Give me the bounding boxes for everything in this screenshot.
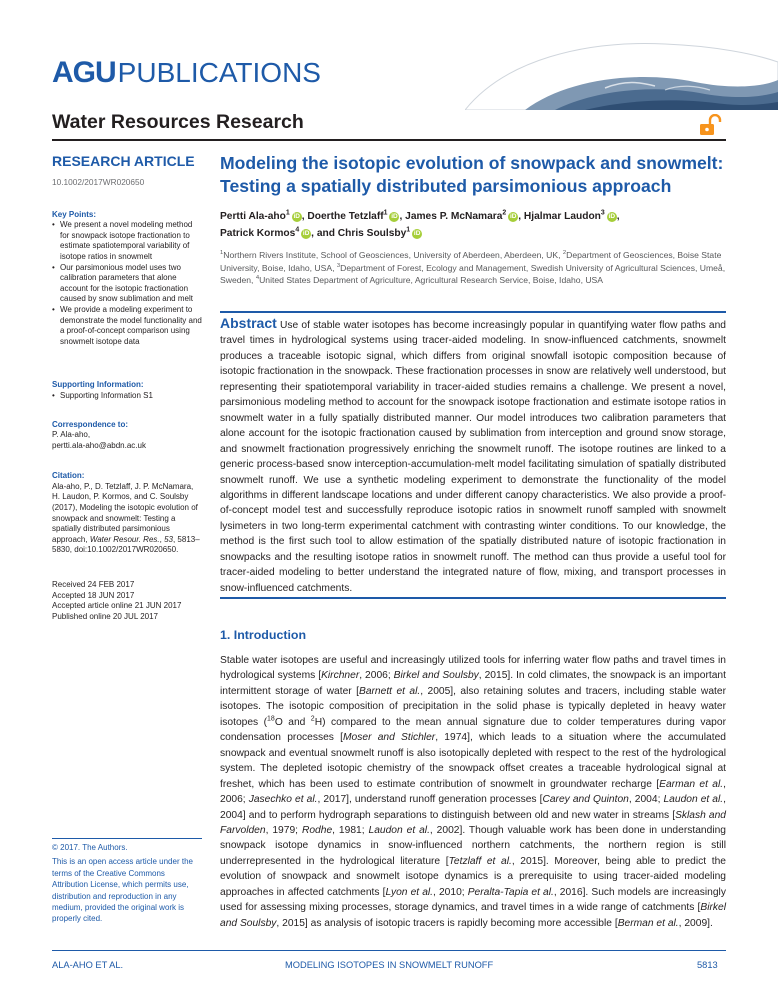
key-points-list [52,220,202,347]
logo-agu-text: AGU [52,56,116,89]
agu-publications-logo [52,56,321,90]
citation-reference[interactable]: Jasechko et al. [248,794,318,806]
abstract-bottom-rule [220,597,726,599]
orcid-icon[interactable]: iD [293,213,300,220]
introduction-heading: 1. Introduction [220,628,307,642]
supporting-info-heading: Supporting Information: [52,380,144,390]
correspondence-heading: Correspondence to: [52,419,129,429]
article-dates [52,580,202,622]
key-points-heading: Key Points: [52,209,97,219]
citation-reference[interactable]: Tetzlaff et al. [448,855,512,867]
citation-reference[interactable]: Rodhe [301,824,333,836]
affiliation-text: Northern Rivers Institute, School of Geosciences, University of Aberdeen, Aberdeen, UK, [223,250,563,260]
date-published: Published online 20 JUL 2017 [52,611,159,621]
supporting-info-list [52,391,202,402]
abstract-top-rule [220,311,726,313]
header-divider [52,139,726,141]
citation-reference[interactable]: Carey and Quinton [542,794,629,806]
date-accepted: Accepted 18 JUN 2017 [52,590,135,600]
orcid-icon[interactable]: iD [608,213,616,220]
author-affiliation-number: 3 [600,209,605,217]
author-name: Doerthe Tetzlaff [307,211,384,222]
list-item: • We present a novel modeling method for snowpack isotope fractionation to estimate spatiotemporal variability of isotope ratios in snowmelt [52,220,202,262]
author-affiliation-number: 2 [502,209,507,217]
citation-reference[interactable]: Lyon et al. [385,886,434,898]
citation-reference[interactable]: Birkel and Soulsby [393,670,479,682]
author-list: Pertti Ala-aho$^1$ iD , Doerthe Tetzlaff$^1$ iD , James P. McNamara$^2$ iD , Hjalmar Laudon$^3$ iD , Patrick Kormos$^4$ iD , and Chris Soulsby$^1$ iD [220,209,620,239]
correspondence-name: P. Ala-aho, [52,430,91,440]
author-name: Pertti Ala-aho [220,211,286,222]
citation-heading: Citation: [52,471,85,481]
author-name: Patrick Kormos [220,228,296,239]
supporting-info-link[interactable]: • Supporting Information S1 [52,391,202,402]
journal-title: Water Resources Research [52,111,304,133]
article-type: RESEARCH ARTICLE [52,153,195,169]
abstract [220,316,726,596]
affiliation-text: Department of Geosciences, Boise State University, Boise, Idaho, USA, [220,250,722,273]
citation-reference[interactable]: Birkel and Soulsby [220,902,726,929]
author-name: Chris Soulsby [337,228,407,239]
article-title: Modeling the isotopic evolution of snowpack and snowmelt: Testing a spatially distributed parsimonious approach [220,153,724,196]
date-accepted-online: Accepted article online 21 JUN 2017 [52,601,182,611]
ocean-wave-banner-image [465,40,778,110]
orcid-icon[interactable]: iD [391,213,398,220]
abstract-text: Use of stable water isotopes has become increasingly popular in quantifying water flow paths and travel times in hydrological systems using tracer-aided modeling. In snow-influenced catchments, snowmelt produces a traceable isotopic signal, which differs from original snowfall isotopic composition because of isotopic fractionation in the snowpack. These fractionation processes in snow are relatively well understood, but representing their spatiotemporal variability in tracer-aided studies remains a challenge. We present a novel, parsimonious modeling method to account for the snowpack isotope fractionation and estimate isotope ratios in snowmelt water in a fully spatially distributed manner. Our model introduces two calibration parameters that alone account for the isotopic fractionation caused by sublimation from interception and ground snow storage, and snowmelt fractionation progressively enriching the snowmelt runoff. The isotope routines are linked to a generic process-based snow interception-accumulation-melt model facilitating simulation of spatially distributed snowmelt runoff. We use a synthetic modeling experiment to demonstrate the functionality of the model algorithms in different landscape locations and under different canopy characteristics. We also provide a proof-of-concept model test and successfully reproduce isotopic ratios in snowmelt runoff sampled with snowmelt lysimeters in two long-term experimental catchment with contrasting winter conditions. To our knowledge, the method is the first such tool to allow estimation of the spatially distributed nature of isotopic fractionation in snowpacks and the resulting isotope ratios in snowmelt runoff. The method can thus provide a useful tool for tracer-aided modeling to better understand the integrated nature of flow, mixing, and transport processes in snow-influenced catchments. [220,320,726,594]
citation-reference[interactable]: Laudon et al. [663,794,724,806]
footer-running-title: MODELING ISOTOPES IN SNOWMELT RUNOFF [285,960,494,970]
list-item: • Our parsimonious model uses two calibration parameters that alone account for the isotopic fractionation caused by snow sublimation and melt [52,263,202,305]
open-access-lock-icon [698,114,722,136]
orcid-icon[interactable]: iD [302,230,310,237]
affiliations: $^1$Northern Rivers Institute, School of Geosciences, University of Aberdeen, Aberdeen, UK, $^2$Department of Geosciences, Boise State University, Boise, Idaho, USA, $^3$Department of Forest, Ecology and Management, Swedish University of Agricultural Sciences, Umeå, Sweden, $^4$United States Department of Agriculture, Agricultural Research Service, Boise, Idaho, USA [220,250,726,285]
citation-reference[interactable]: Moser and Stichler [343,732,436,744]
citation-reference[interactable]: Sklash and Farvolden [220,809,726,836]
affiliation-text: Department of Forest, Ecology and Management, Swedish University of Agricultural Sciences, Umeå, Sweden, [220,262,726,285]
author-name: James P. McNamara [405,211,503,222]
license-divider [52,838,202,839]
author-affiliation-number: 1 [285,209,290,217]
logo-publications-text: PUBLICATIONS [117,57,321,88]
footer-divider [52,950,726,951]
affiliation-text: United States Department of Agriculture, Agricultural Research Service, Boise, Idaho, USA [259,275,604,285]
citation-reference[interactable]: Kirchner [321,670,360,682]
left-sidebar [52,152,202,622]
license-box [52,838,202,925]
article-header [220,152,726,287]
citation-text: Ala-aho, P., D. Tetzlaff, J. P. McNamara, H. Laudon, P. Kormos, and C. Soulsby (2017), Modeling the isotopic evolution of snowpack and snowmelt: Testing a spatially distributed parsimonious approach, Water Resour. Res., 53, 5813–5830, doi:10.1002/2017WR020650. [52,481,200,555]
citation-reference[interactable]: Peralta-Tapia et al. [467,886,554,898]
orcid-icon[interactable]: iD [510,213,517,220]
orcid-icon[interactable]: iD [413,230,421,237]
abstract-label: Abstract [220,315,277,331]
citation-reference[interactable]: Berman et al. [617,917,679,929]
citation-reference[interactable]: Barnett et al. [358,685,421,697]
author-affiliation-number: 4 [295,226,300,234]
page-number: 5813 [697,960,718,970]
citation-reference[interactable]: Earman et al. [659,778,724,790]
author-affiliation-number: 1 [383,209,388,217]
license-text[interactable]: This is an open access article under the terms of the Creative Commons Attribution License, which permits use, distribution and reproduction in any medium, provided the original work is properly cited. [52,857,193,924]
list-item: • We provide a modeling experiment to demonstrate the model functionality and a proof-of-concept comparison using snowmelt isotope data [52,305,202,347]
citation-reference[interactable]: Laudon et al. [368,824,430,836]
correspondence-email[interactable]: pertti.ala-aho@abdn.ac.uk [52,440,146,450]
copyright: © 2017. The Authors. [52,843,128,852]
footer-authors: ALA-AHO ET AL. [52,960,124,970]
date-received: Received 24 FEB 2017 [52,580,135,590]
doi[interactable]: 10.1002/2017WR020650 [52,177,145,187]
author-affiliation-number: 1 [406,226,411,234]
introduction-paragraph: Stable water isotopes are useful and increasingly utilized tools for inferring water flow paths and travel times in hydrological systems [Kirchner, 2006; Birkel and Soulsby, 2015]. In cold climates, the snowpack is an important intermittent storage of water [Barnett et al., 2005], also retaining solutes and tracers, including stable water isotopes. The isotopic composition of precipitation in the solid phase is typically depleted in heavy water isotopes ($^{18}$O and $^2$H) compared to the mean annual signature due to colder temperatures during vapor condensation processes [Moser and Stichler, 1974], which leads to a situation where the accumulated snowpack and eventual snowmelt runoff is also isotopically depleted with respect to the rest of the hydrological system. The depleted isotopic chemistry of the snowpack offset creates a traceable hydrological signal at freshet, which has been used to estimate contribution of snowmelt in groundwater recharge [Earman et al., 2006; Jasechko et al., 2017], understand runoff generation processes [Carey and Quinton, 2004; Laudon et al., 2004] and to perform hydrograph separations to distinguish between old and new water in streams [Sklash and Farvolden, 1979; Rodhe, 1981; Laudon et al., 2002]. Though valuable work has been done in understanding snowpack isotope dynamics in snow-influenced northern catchments, the northern region is still underrepresented in the hydrological literature [Tetzlaff et al., 2015]. Moreover, being able to predict the evolution of snowpack and snowmelt isotope dynamics is a prerequisite to using tracer-aided modeling approaches in affected catchments [Lyon et al., 2010; Peralta-Tapia et al., 2016]. Such models are increasingly used for assessing mixing processes, storage dynamics, and travel times in a wide range of catchments [Birkel and Soulsby, 2015] as analysis of isotopic tracers is rapidly becoming more accessible [Berman et al., 2009]. [220,655,726,929]
author-name: Hjalmar Laudon [523,211,601,222]
